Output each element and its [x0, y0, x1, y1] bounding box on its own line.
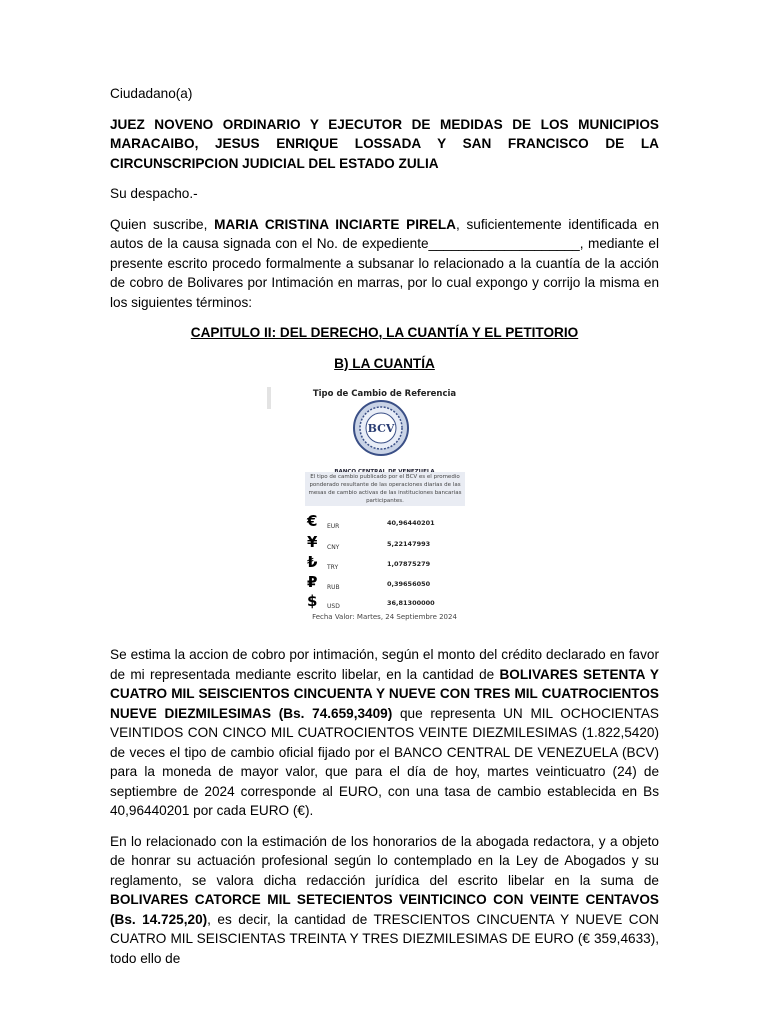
lira-icon: ₺ — [307, 553, 318, 571]
fees-amount: BOLIVARES CATORCE MIL SETECIENTOS VEINTICINCO CON VEINTE CENTAVOS (Bs. 14.725,20) — [110, 892, 659, 927]
rate-code: CNY — [327, 544, 340, 551]
rate-row-eur — [307, 513, 462, 529]
rate-value: 5,22147993 — [387, 540, 431, 548]
rate-value: 1,07875279 — [387, 560, 431, 568]
euro-icon: € — [307, 512, 318, 530]
chapter-heading: CAPITULO II: DEL DERECHO, LA CUANTÍA Y EL PETITORIO — [190, 325, 579, 340]
rate-code: RUB — [327, 584, 340, 591]
exchange-rate-figure — [110, 379, 659, 629]
rate-row-try — [307, 554, 462, 570]
document-page — [110, 84, 659, 979]
rate-row-rub — [307, 574, 462, 590]
addressee: JUEZ NOVENO ORDINARIO Y EJECUTOR DE MEDIDAS DE LOS MUNICIPIOS MARACAIBO, JESUS ENRIQUE LOSSADA Y SAN FRANCISCO DE LA CIRCUNSCRIPCION JUDICIAL DEL ESTADO ZULIA — [110, 116, 659, 171]
rate-row-usd — [307, 593, 462, 609]
bcv-seal-icon — [352, 399, 410, 457]
intro-paragraph — [110, 215, 659, 313]
svg-text:BCV: BCV — [367, 422, 395, 435]
rate-code: TRY — [327, 564, 339, 571]
claim-amount: BOLIVARES SETENTA Y CUATRO MIL SEISCIENTOS CINCUENTA Y NUEVE CON TRES MIL CUATROCIENTOS NUEVE DIEZMILESIMAS (Bs. 74.659,3409) — [110, 666, 659, 721]
section-heading: B) LA CUANTÍA — [334, 355, 435, 371]
bcv-rate-card — [297, 379, 472, 629]
yuan-icon: ¥ — [307, 533, 318, 551]
scan-mark — [267, 387, 271, 409]
salutation: Ciudadano(a) — [110, 86, 193, 101]
rate-value: 40,96440201 — [387, 519, 435, 527]
client-name: MARIA CRISTINA INCIARTE PIRELA — [214, 216, 456, 232]
rate-value: 36,81300000 — [387, 599, 435, 607]
estimate-paragraph: Se estima la accion de cobro por intimación, según el monto del crédito declarado en favor de mi representada mediante escrito libelar, en la cantidad de BOLIVARES SETENTA Y CUATRO MIL SEISCIENTOS CINCUENTA Y NUEVE CON TRES MIL CUATROCIENTOS NUEVE DIEZMILESIMAS (Bs. 74.659,3409) que representa UN MIL OCHOCIENTAS VEINTIDOS CON CINCO MIL CUATROCIENTOS VEINTE DIEZMILESIMAS (1.822,5420) de veces el tipo de cambio oficial fijado por el BANCO CENTRAL DE VENEZUELA (BCV) para la moneda de mayor valor, que para el día de hoy, martes veinticuatro (24) de septiembre de 2024 corresponde al EURO, con una tasa de cambio establecida en Bs 40,96440201 por cada EURO (€). — [110, 647, 659, 818]
ruble-icon: ₽ — [307, 573, 318, 591]
dollar-icon: $ — [307, 592, 318, 610]
greeting: Su despacho.- — [110, 186, 198, 201]
intro-text-1: Quien suscribe, — [110, 216, 215, 232]
rate-value: 0,39656050 — [387, 580, 431, 588]
rate-code: USD — [327, 603, 340, 610]
intro-text-2: , suficientemente identificada en autos de la causa signada con el No. de expediente____________________, mediante el presente escrito procedo formalmente a subsanar lo relacionado a la cuantía de la acción de cobro de Bolivares por Intimación en marras, por lo cual expongo y corrijo la misma en los siguientes términos: — [110, 216, 659, 310]
rate-code: EUR — [327, 523, 340, 530]
figure-description: El tipo de cambio publicado por el BCV es el promedio ponderado resultante de las operaciones diarias de las mesas de cambio activas de las instituciones bancarias participantes. — [305, 472, 465, 506]
figure-title: Tipo de Cambio de Referencia — [312, 389, 457, 399]
rate-row-cny — [307, 534, 462, 550]
value-date: Fecha Valor: Martes, 24 Septiembre 2024 — [312, 613, 457, 621]
fees-paragraph: En lo relacionado con la estimación de los honorarios de la abogada redactora, y a objeto de honrar su actuación profesional según lo contemplado en la Ley de Abogados y su reglamento, se valora dicha redacción jurídica del escrito libelar en la suma de BOLIVARES CATORCE MIL SETECIENTOS VEINTICINCO CON VEINTE CENTAVOS (Bs. 14.725,20), es decir, la cantidad de TRESCIENTOS CINCUENTA Y NUEVE CON CUATRO MIL SEISCIENTAS TREINTA Y TRES DIEZMILESIMAS DE EURO (€ 359,4633), todo ello de — [110, 833, 659, 966]
